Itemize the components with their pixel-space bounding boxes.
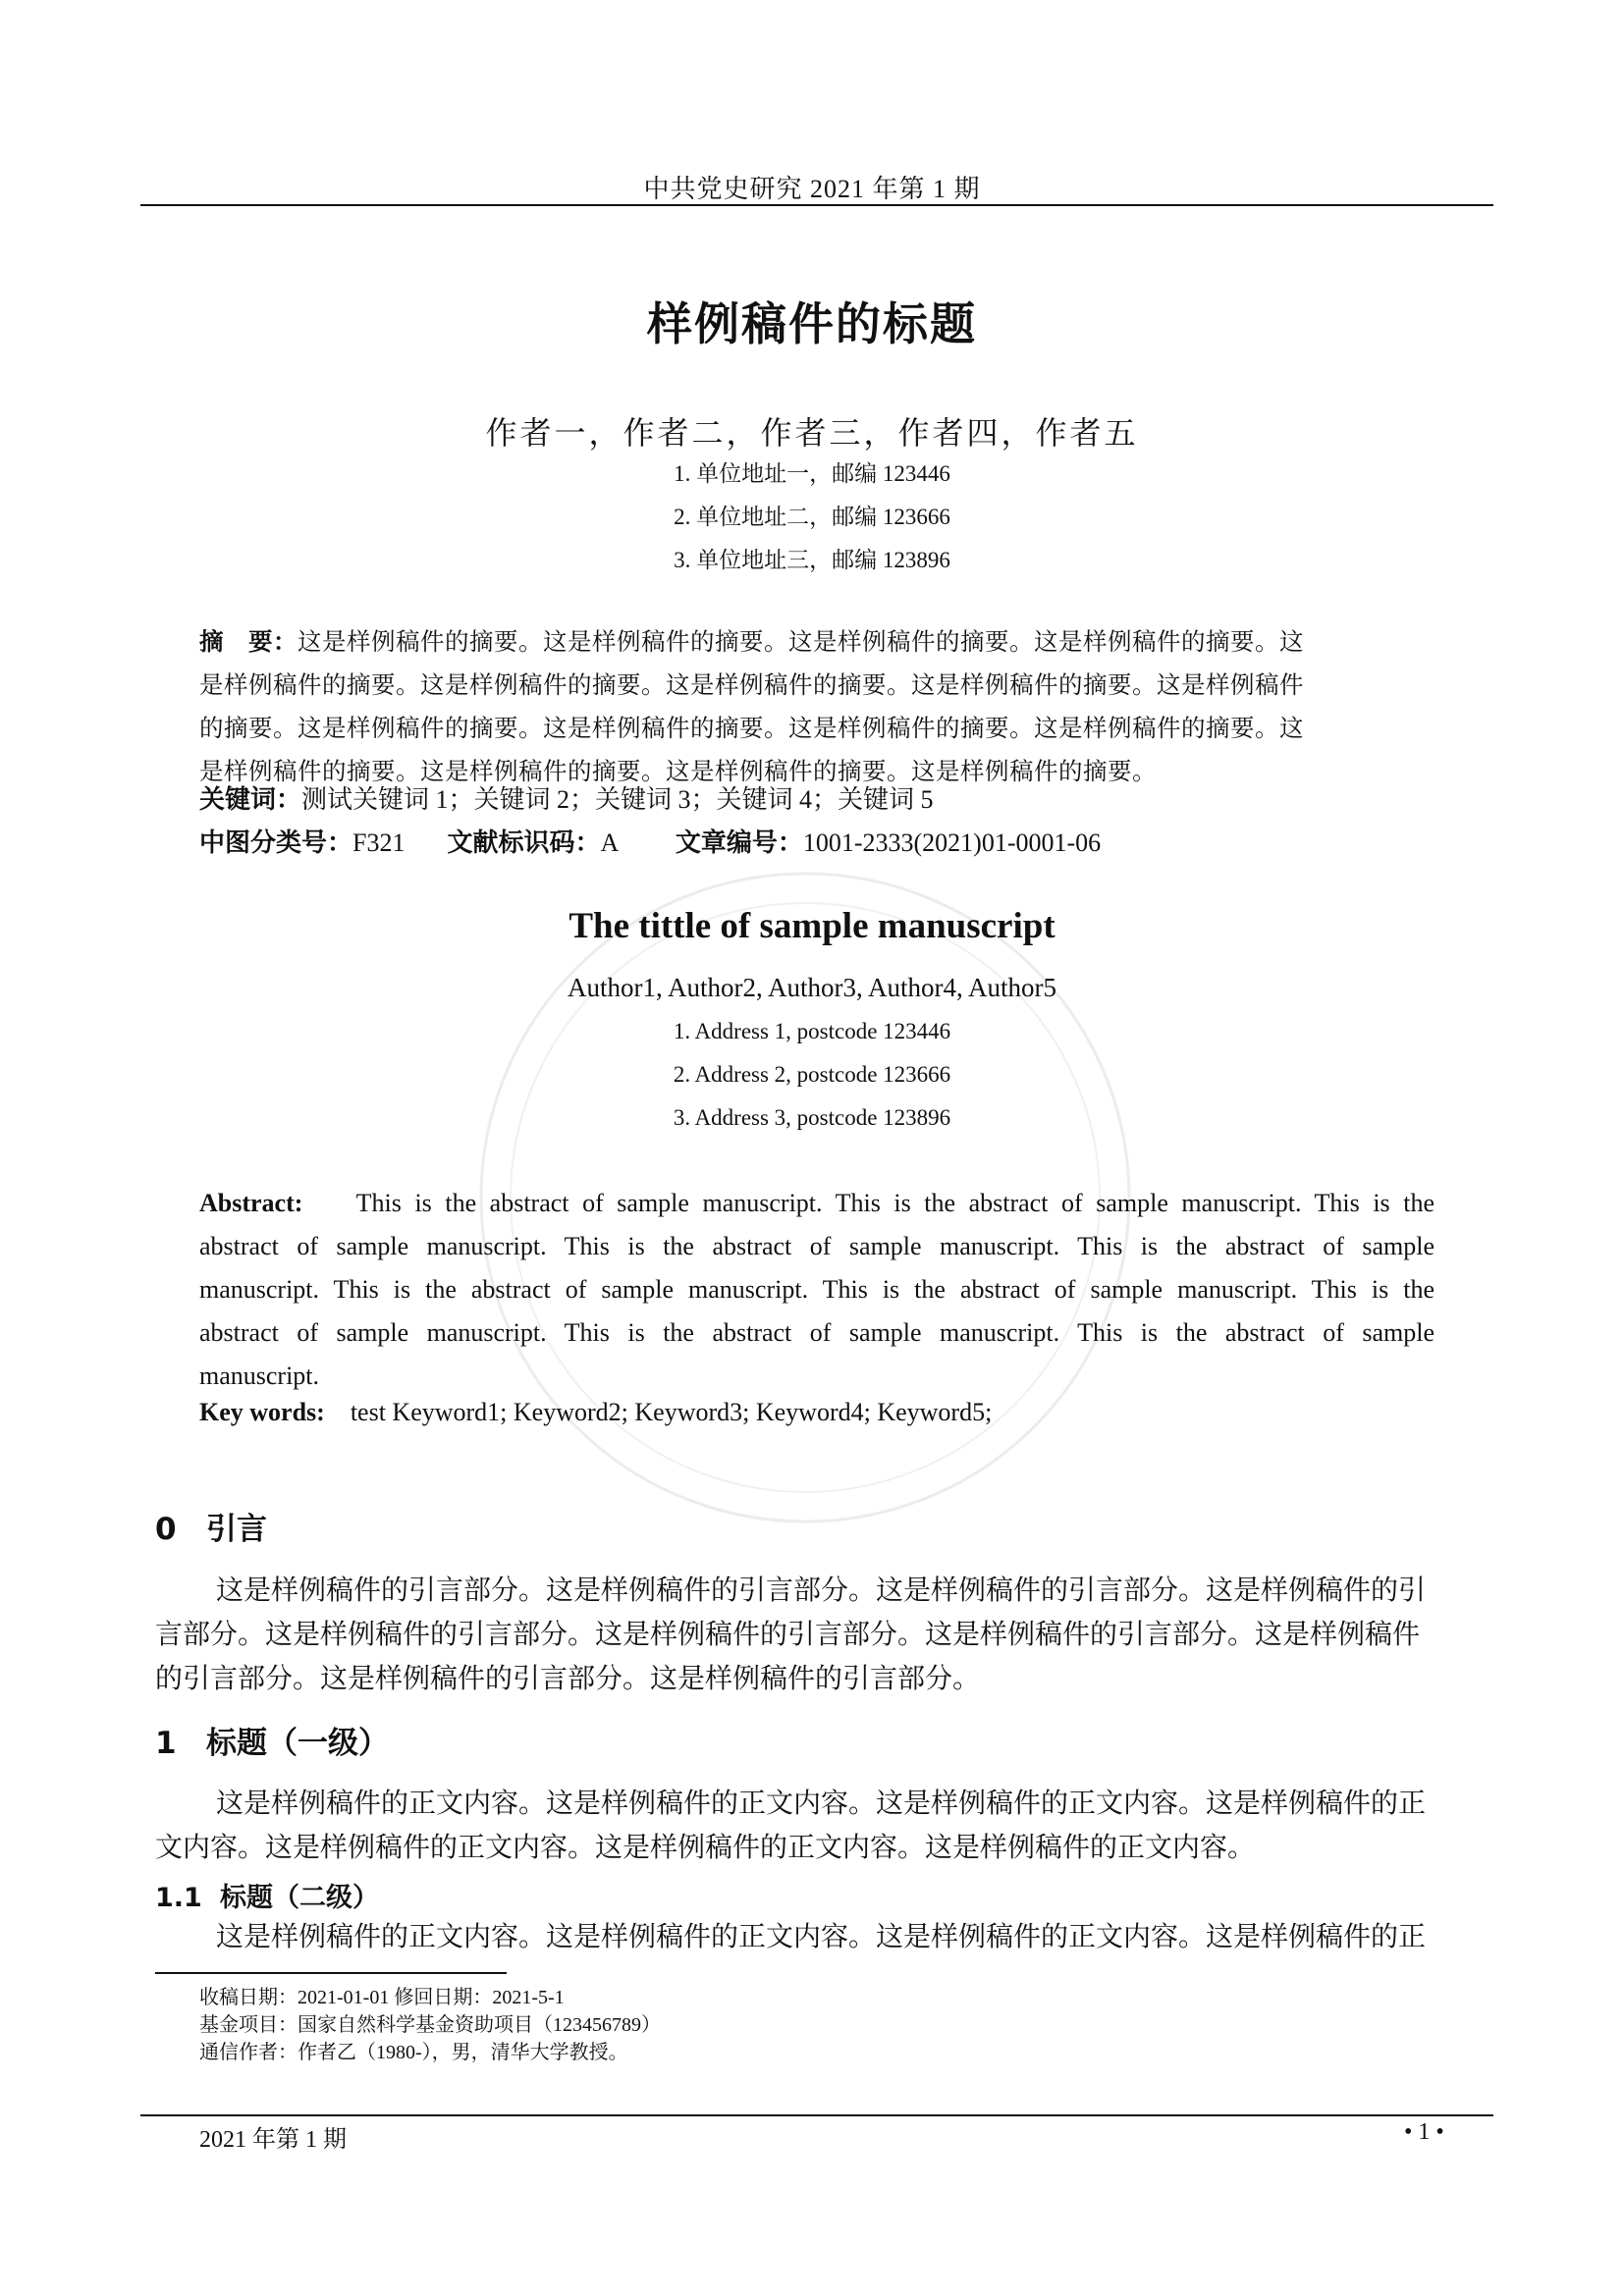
clc-value: F321 — [352, 828, 406, 857]
cn-affiliation-2: 2. 单位地址二，邮编 123666 — [674, 505, 950, 529]
cn-abstract-label: 摘 要： — [199, 627, 298, 656]
en-keywords-value: test Keyword1; Keyword2; Keyword3; Keyword4; Keyword5; — [350, 1398, 993, 1426]
footer-rule — [140, 2114, 1493, 2116]
en-affiliation-3: 3. Address 3, postcode 123896 — [673, 1105, 951, 1130]
en-affiliation-2: 2. Address 2, postcode 123666 — [673, 1062, 951, 1087]
running-header: 中共党史研究 2021 年第 1 期 — [643, 175, 981, 203]
section-1-1-line: 这是样例稿件的正文内容。这是样例稿件的正文内容。这是样例稿件的正文内容。这是样例稿件的正 — [216, 1922, 1427, 1952]
en-abstract-line: manuscript. This is the abstract of sample manuscript. This is the abstract of sample manuscript. This is the — [199, 1275, 1435, 1304]
cn-keywords — [199, 779, 934, 816]
article-no-value: 1001-2333(2021)01-0001-06 — [802, 828, 1102, 857]
en-abstract-line: abstract of sample manuscript. This is the abstract of sample manuscript. This is the abstract of sample — [199, 1318, 1435, 1347]
cn-keywords-label: 关键词： — [199, 785, 302, 815]
cn-title: 样例稿件的标题 — [647, 297, 977, 350]
cn-authors: 作者一，作者二，作者三，作者四，作者五 — [485, 415, 1139, 451]
cn-abstract-line: 是样例稿件的摘要。这是样例稿件的摘要。这是样例稿件的摘要。这是样例稿件的摘要。这是样例稿件 — [199, 672, 1304, 699]
footnote-funding: 基金项目：国家自然科学基金资助项目（123456789） — [199, 2014, 661, 2036]
en-title: The tittle of sample manuscript — [568, 906, 1056, 946]
en-authors: Author1, Author2, Author3, Author4, Author5 — [568, 973, 1056, 1002]
cn-affiliation-3: 3. 单位地址三，邮编 123896 — [674, 548, 950, 572]
cn-affiliation-1: 1. 单位地址一，邮编 123446 — [674, 461, 950, 486]
intro-line: 言部分。这是样例稿件的引言部分。这是样例稿件的引言部分。这是样例稿件的引言部分。这是样例稿件 — [155, 1620, 1421, 1650]
en-keywords — [199, 1398, 992, 1427]
en-abstract — [199, 1182, 1435, 1398]
cn-keywords-value: 测试关键词 1；关键词 2；关键词 3；关键词 4；关键词 5 — [301, 785, 934, 814]
en-keywords-label: Key words: — [199, 1398, 325, 1426]
page-number: • 1 • — [1404, 2119, 1444, 2145]
intro-line: 的引言部分。这是样例稿件的引言部分。这是样例稿件的引言部分。 — [155, 1664, 981, 1694]
section-1-line: 文内容。这是样例稿件的正文内容。这是样例稿件的正文内容。这是样例稿件的正文内容。 — [155, 1833, 1256, 1863]
section-heading-intro: 0 引言 — [155, 1512, 267, 1547]
header-rule — [140, 204, 1493, 206]
en-abstract-label: Abstract: — [199, 1189, 303, 1217]
section-heading-1-1: 1.1 标题（二级） — [155, 1883, 379, 1913]
en-abstract-line: Abstract: This is the abstract of sample manuscript. This is the abstract of sample manuscript. This is the — [199, 1189, 1435, 1217]
article-no-label: 文章编号： — [675, 828, 803, 858]
section-1-line: 这是样例稿件的正文内容。这是样例稿件的正文内容。这是样例稿件的正文内容。这是样例稿件的正 — [216, 1789, 1427, 1819]
cn-abstract-line: 是样例稿件的摘要。这是样例稿件的摘要。这是样例稿件的摘要。这是样例稿件的摘要。 — [199, 759, 1157, 785]
cn-abstract — [199, 620, 1435, 794]
cn-abstract-line: 摘 要：这是样例稿件的摘要。这是样例稿件的摘要。这是样例稿件的摘要。这是样例稿件的摘要。这 — [199, 627, 1304, 656]
doc-code-value: A — [600, 828, 618, 857]
section-heading-1: 1 标题（一级） — [155, 1726, 389, 1761]
intro-line: 这是样例稿件的引言部分。这是样例稿件的引言部分。这是样例稿件的引言部分。这是样例稿件的引 — [216, 1575, 1427, 1606]
footnote-corresponding: 通信作者：作者乙（1980-），男，清华大学教授。 — [199, 2042, 628, 2063]
classification-line — [199, 823, 1101, 859]
en-abstract-line: manuscript. — [199, 1362, 320, 1390]
footnote-received: 收稿日期：2021-01-01 修回日期：2021-5-1 — [199, 1987, 565, 2008]
clc-label: 中图分类号： — [199, 828, 353, 858]
doc-code-label: 文献标识码： — [447, 828, 601, 858]
footnote-rule — [155, 1972, 507, 1974]
cn-abstract-line: 的摘要。这是样例稿件的摘要。这是样例稿件的摘要。这是样例稿件的摘要。这是样例稿件的摘要。这 — [199, 716, 1304, 742]
en-affiliation-1: 1. Address 1, postcode 123446 — [673, 1019, 951, 1043]
footer-issue: 2021 年第 1 期 — [199, 2127, 347, 2153]
en-abstract-line: abstract of sample manuscript. This is the abstract of sample manuscript. This is the abstract of sample — [199, 1232, 1435, 1260]
